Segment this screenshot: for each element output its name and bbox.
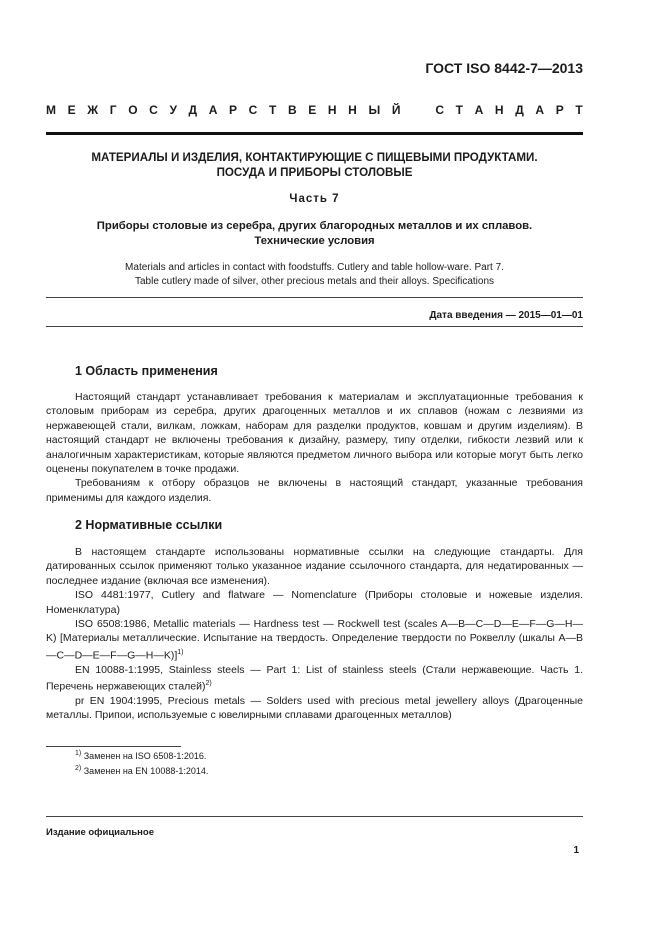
- footnote-ref: 2): [205, 680, 212, 688]
- banner-letter: М: [46, 103, 56, 117]
- section-body: [46, 545, 583, 723]
- subtitle-line: Технические условия: [254, 235, 375, 247]
- page-number: 1: [573, 845, 579, 856]
- paragraph: Требованиям к отбору образцов не включены в настоящий стандарт, указанные требования применимы для каждого изделия.: [46, 477, 583, 504]
- interstate-standard-banner: [46, 103, 583, 117]
- banner-letter: С: [435, 103, 445, 117]
- banner-letter: Т: [268, 103, 277, 117]
- reference-text: ISO 6508:1986, Metallic materials — Hardness test — Rockwell test (scales A—B—C—D—E—F—G—H—K) [Материалы металлические. Испытание на твердость. Определение твердости по Роквеллу (шкалы A—B—C—D—E—F—G—H—K)]: [46, 618, 583, 662]
- banner-letter: Д: [188, 103, 198, 117]
- banner-letter: Н: [494, 103, 504, 117]
- footnote: [75, 750, 206, 761]
- reference-item: [46, 663, 583, 694]
- banner-letter: А: [535, 103, 545, 117]
- official-edition-label: Издание официальное: [46, 827, 154, 838]
- reference-text: EN 10088-1:1995, Stainless steels — Part 1: List of stainless steels (Стали нержавеющие. Часть 1. Перечень нержавеющих сталей): [46, 663, 583, 693]
- footnote-ref: 1): [177, 648, 184, 656]
- footnote-mark: 2): [75, 765, 82, 772]
- banner-letter: В: [287, 103, 297, 117]
- reference-item: [46, 617, 583, 663]
- reference-item: pr EN 1904:1995, Precious metals — Solders used with precious metal jewellery alloys (Драгоценные металлы. Припои, используемые с ювелирными сплавами драгоценных металлов): [46, 695, 583, 722]
- banner-letter: Д: [515, 103, 524, 117]
- banner-letter: О: [128, 103, 138, 117]
- banner-letter: С: [149, 103, 158, 117]
- document-title: [46, 150, 583, 180]
- section-heading: 1 Область применения: [75, 364, 218, 378]
- reference-item: ISO 4481:1977, Cutlery and flatware — Nomenclature (Приборы столовые и ножевые изделия. Номенклатура): [46, 589, 583, 616]
- banner-letter: Ы: [368, 103, 381, 117]
- banner-letter: Й: [391, 103, 401, 117]
- banner-letter: Р: [229, 103, 238, 117]
- footnote-text: Заменен на ISO 6508-1:2016.: [83, 751, 207, 761]
- english-title-line: Materials and articles in contact with foodstuffs. Cutlery and table hollow-ware. Part 7.: [125, 262, 504, 273]
- divider: [46, 326, 583, 327]
- banner-letter: Г: [109, 103, 117, 117]
- banner-letter: Т: [575, 103, 583, 117]
- footnote-mark: 1): [75, 750, 82, 757]
- document-subtitle: [46, 219, 583, 249]
- paragraph: В настоящем стандарте использованы нормативные ссылки на следующие стандарты. Для датированных ссылок применяют только указанное издание ссылочного стандарта, для недатированных — последнее издание (включая все изменения).: [46, 546, 583, 587]
- footnote-text: Заменен на EN 10088-1:2014.: [83, 766, 209, 776]
- banner-letter: А: [208, 103, 218, 117]
- footer-rule: [46, 816, 583, 817]
- banner-letter: Е: [67, 103, 76, 117]
- banner-letter: Р: [555, 103, 564, 117]
- section-body: [46, 390, 583, 505]
- subtitle-line: Приборы столовые из серебра, других благородных металлов и их сплавов.: [96, 220, 533, 232]
- english-title-line: Table cutlery made of silver, other precious metals and their alloys. Specifications: [134, 275, 495, 287]
- standard-id: ГОСТ ISO 8442-7—2013: [425, 60, 583, 76]
- banner-letter: А: [474, 103, 484, 117]
- banner-letter: Н: [327, 103, 337, 117]
- banner-letter: У: [169, 103, 177, 117]
- divider: [46, 297, 583, 298]
- banner-letter: Н: [348, 103, 357, 117]
- banner-letter: С: [248, 103, 258, 117]
- title-line: МАТЕРИАЛЫ И ИЗДЕЛИЯ, КОНТАКТИРУЮЩИЕ С ПИЩЕВЫМИ ПРОДУКТАМИ.: [91, 151, 538, 164]
- banner-letter: Т: [455, 103, 463, 117]
- header-rule: [46, 132, 583, 135]
- footnote-rule: [46, 746, 181, 747]
- paragraph: Настоящий стандарт устанавливает требования к материалам и эксплуатационные требования к столовым приборам из серебра, других драгоценных металлов и их сплавов (ножам с лезвиями из нержавеющей стали, вилкам, ложкам, наборам для разделки продуктов, ковшам и другим изделиям). В настоящий стандарт не включены требования к дизайну, размеру, типу отделки, гибкости лезвий или к аналогичным характеристикам, которые являются предметом личного выбора или которые могут быть легко оценены покупателем в точке продажи.: [46, 391, 583, 476]
- introduction-date: Дата введения — 2015—01—01: [429, 310, 583, 321]
- footnote: [75, 765, 208, 776]
- banner-letter: Е: [308, 103, 317, 117]
- title-line: ПОСУДА И ПРИБОРЫ СТОЛОВЫЕ: [216, 166, 413, 179]
- banner-letter: Ж: [87, 103, 99, 117]
- section-heading: 2 Нормативные ссылки: [75, 518, 223, 532]
- english-title: [46, 261, 583, 288]
- part-label: Часть 7: [289, 193, 340, 205]
